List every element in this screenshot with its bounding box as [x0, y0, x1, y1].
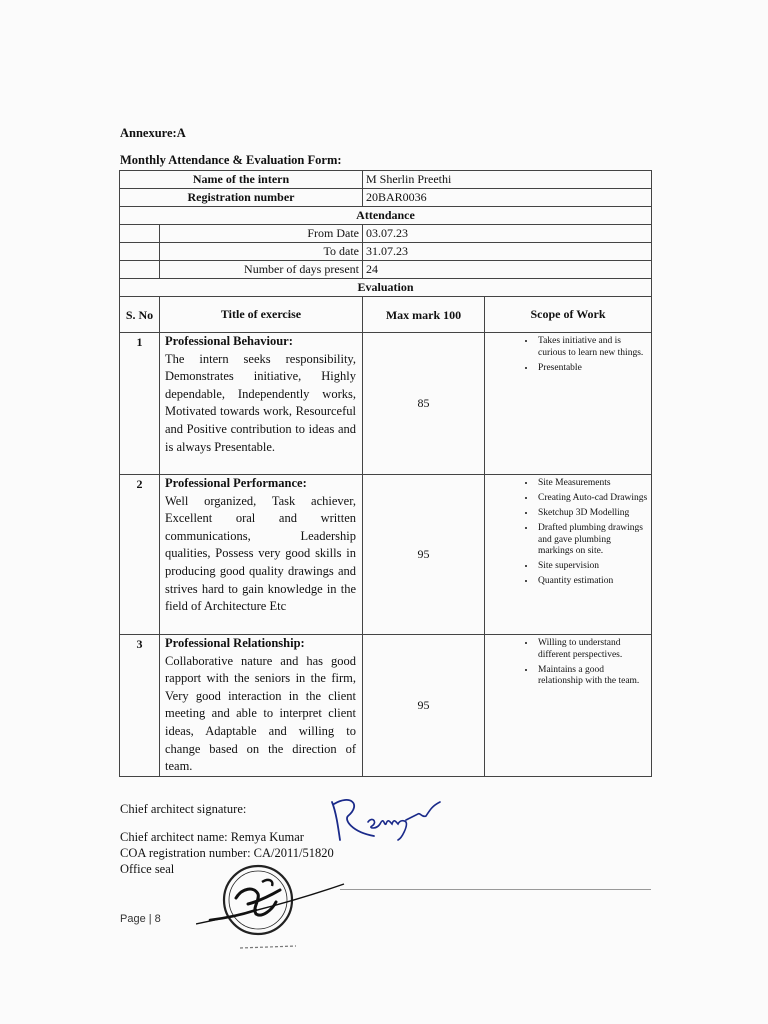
max-mark-value: 95: [363, 635, 485, 777]
scope-item: • Drafted plumbing drawings and gave plumbing markings on site.: [536, 523, 648, 558]
scope-item: • Maintains a good relationship with the team.: [536, 665, 648, 688]
exercise-description: Well organized, Task achiever, Excellent oral and written communications, Leadership qualities, Possess very good skills in producing good quality drawings and strives hard to gain knowledge in the field of Architecture Etc: [165, 493, 356, 614]
scope-item: • Willing to understand different perspectives.: [536, 638, 648, 661]
scope-list: [488, 635, 648, 688]
exercise-title: Professional Relationship:: [165, 636, 305, 650]
scope-item: • Presentable: [536, 363, 648, 375]
form-title: Monthly Attendance & Evaluation Form:: [120, 153, 342, 167]
from-date-row: [120, 225, 652, 243]
max-mark-value: 85: [363, 333, 485, 475]
row-number: 2: [120, 475, 160, 635]
evaluation-row: [120, 635, 652, 777]
handwritten-signature: [322, 792, 452, 852]
exercise-description: Collaborative nature and has good rapport with the seniors in the firm, Very good interaction in the client meeting and able to interpret client ideas, Adaptable and willing to change based on the direction of team.: [165, 653, 356, 774]
exercise-title: Professional Performance:: [165, 476, 307, 490]
evaluation-header-row: [120, 297, 652, 333]
registration-row: [120, 189, 652, 207]
from-date-value: 03.07.23: [363, 225, 652, 243]
scope-item: • Site Measurements: [536, 478, 648, 490]
office-seal-label: Office seal: [120, 862, 175, 876]
col-max-mark-header: Max mark 100: [363, 297, 485, 333]
max-mark-value: 95: [363, 475, 485, 635]
col-scope-header: Scope of Work: [485, 297, 652, 333]
row-number: 1: [120, 333, 160, 475]
evaluation-heading: Evaluation: [120, 279, 652, 297]
evaluation-form-table: [119, 170, 652, 777]
evaluation-row: [120, 475, 652, 635]
scope-item: • Creating Auto-cad Drawings: [536, 493, 648, 505]
scope-list: [488, 475, 648, 588]
days-present-value: 24: [363, 261, 652, 279]
annexure-heading: Annexure:A: [120, 126, 186, 140]
architect-name: Chief architect name: Remya Kumar: [120, 830, 304, 844]
from-date-label: From Date: [160, 225, 363, 243]
days-present-row: [120, 261, 652, 279]
to-date-value: 31.07.23: [363, 243, 652, 261]
footer-divider: [340, 889, 651, 890]
registration-label: Registration number: [120, 189, 363, 207]
scope-item: • Site supervision: [536, 561, 648, 573]
intern-name-row: [120, 171, 652, 189]
attendance-heading: Attendance: [120, 207, 652, 225]
to-date-row: [120, 243, 652, 261]
coa-registration: COA registration number: CA/2011/51820: [120, 846, 334, 860]
scope-item: • Takes initiative and is curious to learn new things.: [536, 336, 648, 359]
to-date-label: To date: [160, 243, 363, 261]
exercise-title: Professional Behaviour:: [165, 334, 293, 348]
registration-value: 20BAR0036: [363, 189, 652, 207]
office-seal-stamp: [196, 858, 346, 958]
row-number: 3: [120, 635, 160, 777]
intern-name-label: Name of the intern: [120, 171, 363, 189]
col-sno-header: S. No: [120, 297, 160, 333]
evaluation-row: [120, 333, 652, 475]
page-number: Page | 8: [120, 913, 161, 925]
signature-label: Chief architect signature:: [120, 802, 247, 816]
exercise-description: The intern seeks responsibility, Demonstrates initiative, Highly dependable, Independently works, Motivated towards work, Resourceful and Positive contribution to ideas and is always Presentable.: [165, 351, 356, 454]
intern-name-value: M Sherlin Preethi: [363, 171, 652, 189]
scope-item: • Quantity estimation: [536, 576, 648, 588]
scope-list: [488, 333, 648, 374]
days-present-label: Number of days present: [160, 261, 363, 279]
scope-item: • Sketchup 3D Modelling: [536, 508, 648, 520]
col-title-header: Title of exercise: [160, 297, 363, 333]
